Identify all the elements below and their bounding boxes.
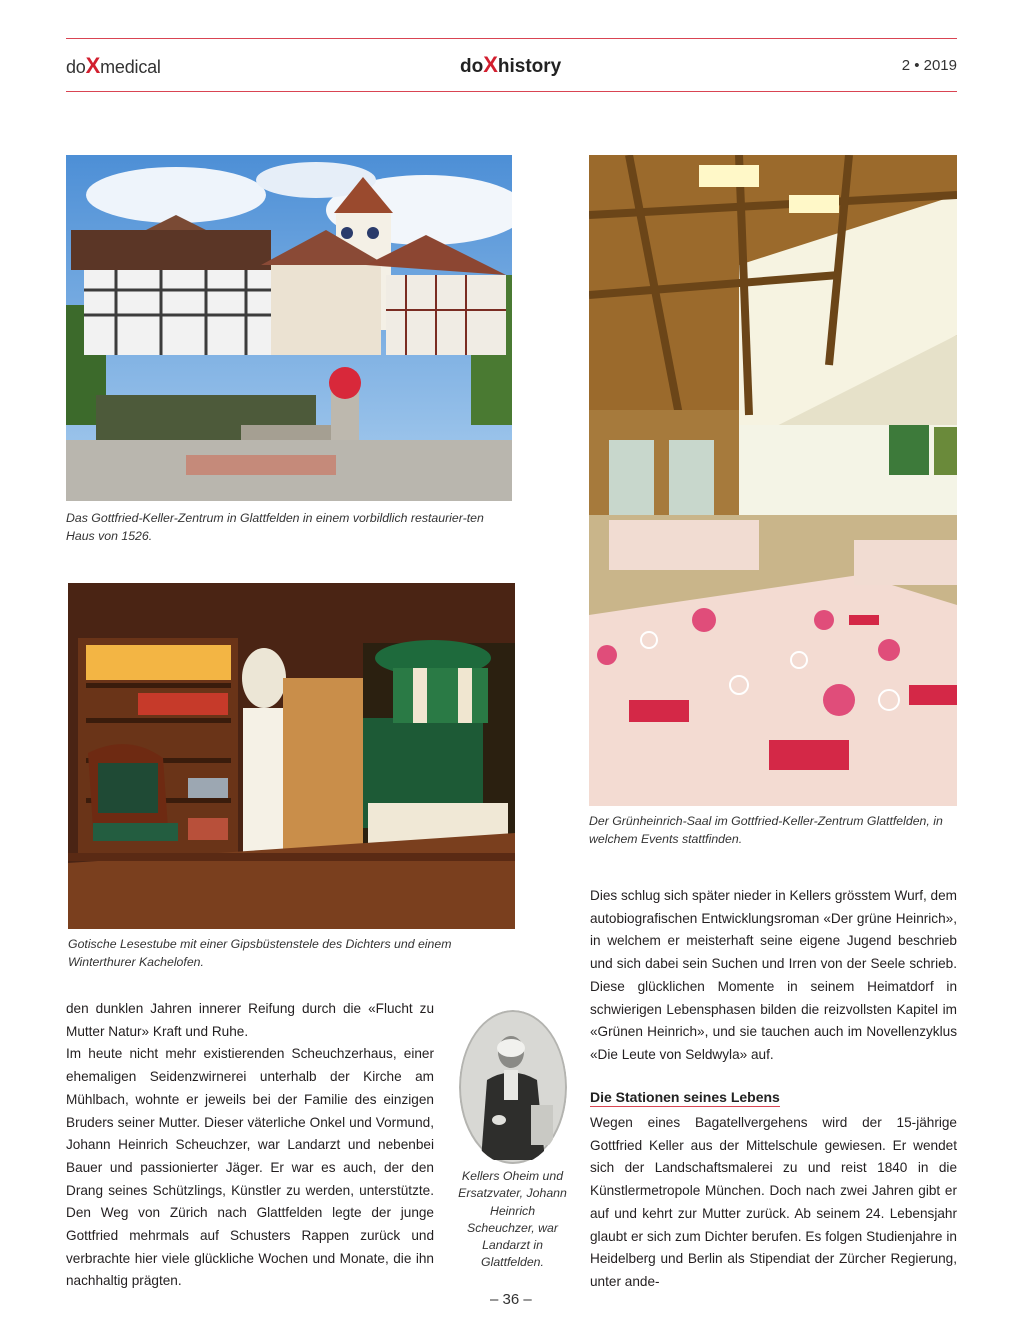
caption-study: Gotische Lesestube mit einer Gipsbüstenstele des Dichters und einem Winterthurer Kachelofen. — [68, 937, 452, 969]
section-heading-stationen: Die Stationen seines Lebens — [590, 1089, 780, 1105]
right-paragraph-2: Wegen eines Bagatellvergehens wird der 15-jährige Gottfried Keller aus der Mittelschule gewiesen. Er wendet sich der Landschaftsmalerei zu und reist 1840 in die Künstlermetropole München. Doch nach zwei Jahren gibt er auf und kehrt zur Mutter zurück. Ab seinem 24. Lebensjahr glaubt er sich zum Dichter berufen. Es folgen Studienjahre in Heidelberg und Berlin als Stipendiat der Zürcher Regierung, unter ande- — [590, 1115, 957, 1289]
brand-left-x: X — [85, 53, 101, 78]
brand-center-x: X — [483, 52, 498, 77]
right-column-text-1 — [590, 885, 957, 1067]
photo-gruenheinrich-saal — [589, 155, 957, 806]
header-bottom-rule — [66, 91, 957, 92]
page-number: – 36 – — [490, 1291, 532, 1308]
issue-number: 2 • 2019 — [901, 57, 957, 74]
brand-left-prefix: do — [66, 57, 86, 77]
caption-portrait: Kellers Oheim und Ersatzvater, Johann Heinrich Scheuchzer, war Landarzt in Glattfelden. — [458, 1169, 567, 1270]
left-paragraph-1: den dunklen Jahren innerer Reifung durch die «Flucht zu Mutter Natur» Kraft und Ruhe. — [66, 1001, 434, 1039]
brand-left-suffix: medical — [100, 57, 161, 77]
brand-doxmedical-logo — [66, 53, 161, 79]
caption-hall: Der Grünheinrich-Saal im Gottfried-Keller-Zentrum Glattfelden, in welchem Events stattfinden. — [589, 814, 943, 846]
left-column-text — [66, 998, 434, 1293]
caption-house: Das Gottfried-Keller-Zentrum in Glattfelden in einem vorbildlich restaurier-ten Haus von 1526. — [66, 511, 484, 543]
header-top-rule — [66, 38, 957, 39]
right-column-text-2 — [590, 1112, 957, 1294]
photo-keller-zentrum-house — [66, 155, 512, 501]
brand-center-prefix: do — [460, 56, 484, 77]
right-paragraph-1: Dies schlug sich später nieder in Kellers grösstem Wurf, dem autobiografischen Entwicklungsroman «Der grüne Heinrich», in welchem er meisterhaft seine eigene Jugend beschrieb und sich dabei sein Suchen und Irren von der Seele schrieb. Diese glücklichen Momente in seinem Heimatdorf in schwierigen Lebensphasen bilden die reizvollsten Kapitel im «Grünen Heinrich», und sie tauchen auch im Novellenzyklus «Die Leute von Seldwyla» auf. — [590, 888, 957, 1062]
photo-gotische-lesestube — [68, 583, 515, 929]
brand-center-suffix: history — [497, 56, 562, 77]
section-title-doxhistory — [460, 52, 561, 78]
left-paragraph-2: Im heute nicht mehr existierenden Scheuchzerhaus, einer ehemaligen Seidenzwirnerei unterhalb der Kirche am Mühlbach, wohnte er jeweils bei der Familie des einzigen Bruders seiner Mutter. Dieser väterliche Onkel und Vormund, Johann Heinrich Scheuchzer, war Landarzt und nebenbei Bauer und passionierter Jäger. Er war es auch, der den Drang seines Schützlings, Künstler zu werden, unterstützte. Den Weg von Zürich nach Glattfelden legte der junge Gottfried mehrmals auf Schusters Rappen zurück und verbrachte hier viele glückliche Wochen und Monate, die ihn nachhaltig prägten. — [66, 1046, 434, 1289]
portrait-scheuchzer — [459, 1010, 567, 1165]
